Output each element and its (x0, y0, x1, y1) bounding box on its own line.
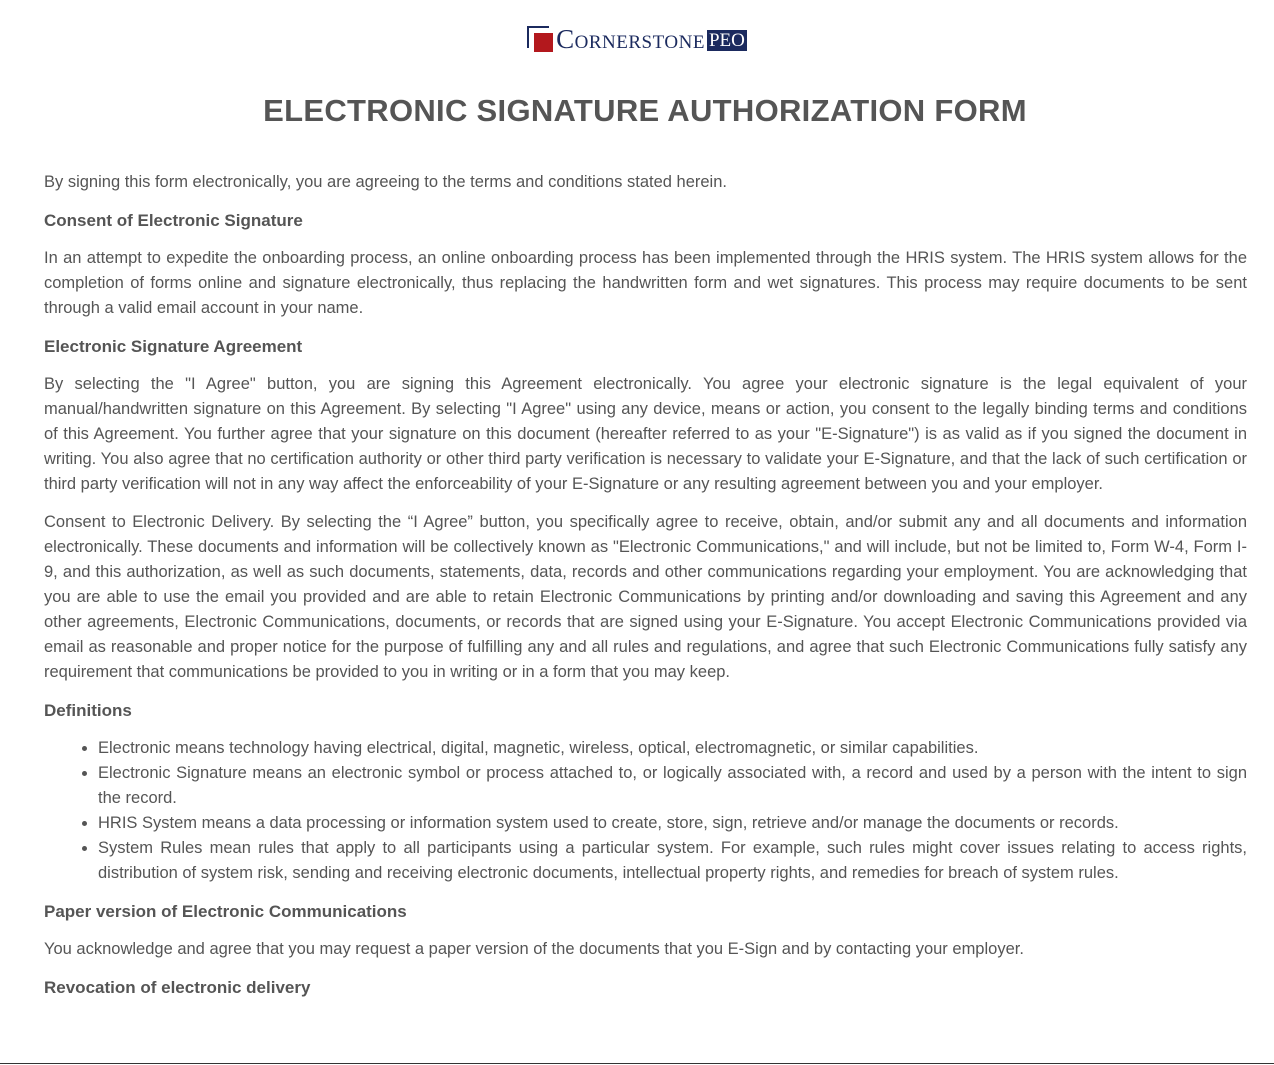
paper-version-heading: Paper version of Electronic Communications (44, 902, 407, 921)
page-title: ELECTRONIC SIGNATURE AUTHORIZATION FORM (263, 93, 1027, 128)
agreement-paragraph: By selecting the "I Agree" button, you are signing this Agreement electronically. You agree your electronic signature is the legal equivalent of your manual/handwritten signature on this Agreement. By selecting "I Agree" using any device, means or action, you consent to the legally binding terms and conditions of this Agreement. You further agree that your signature on this document (hereafter referred to as your "E-Signature") is as valid as if you signed the document in writing. You also agree that no certification authority or other third party verification is necessary to validate your E-Signature, and that the lack of such certification or third party verification will not in any way affect the enforceability of your E-Signature or any resulting agreement between you and your employer. (44, 375, 1247, 493)
consent-paragraph: In an attempt to expedite the onboarding process, an online onboarding process has been implemented through the HRIS system. The HRIS system allows for the completion of forms online and signature electronically, thus replacing the handwritten form and wet signatures. This process may require documents to be sent through a valid email account in your name. (44, 249, 1247, 317)
definitions-list (44, 736, 1247, 886)
definitions-heading: Definitions (44, 701, 132, 720)
logo-suffix: PEO (708, 30, 745, 51)
definition-item: • System Rules mean rules that apply to all participants using a particular system. For example, such rules might cover issues relating to access rights, distribution of system risk, sending and receiving electronic documents, intellectual property rights, and remedies for breach of system rules. (98, 836, 1247, 886)
revocation-heading: Revocation of electronic delivery (44, 978, 311, 997)
document-body (44, 170, 1247, 1013)
paper-version-paragraph: You acknowledge and agree that you may request a paper version of the documents that you E-Sign and by contacting your employer. (44, 940, 1024, 958)
definition-item: • Electronic means technology having electrical, digital, magnetic, wireless, optical, electromagnetic, or similar capabilities. (98, 736, 1247, 761)
definition-item: • Electronic Signature means an electronic symbol or process attached to, or logically associated with, a record and used by a person with the intent to sign the record. (98, 761, 1247, 811)
definition-item: • HRIS System means a data processing or information system used to create, store, sign, retrieve and/or manage the documents or records. (98, 811, 1247, 836)
company-logo (0, 24, 1274, 54)
delivery-consent-paragraph: Consent to Electronic Delivery. By selecting the “I Agree” button, you specifically agree to receive, obtain, and/or submit any and all documents and information electronically. These documents and information will be collectively known as "Electronic Communications," and will include, but not be limited to, Form W-4, Form I-9, and this authorization, as well as such documents, statements, data, records and other communications regarding your employment. You are acknowledging that you are able to use the email you provided and are able to retain Electronic Communications by printing and/or downloading and saving this Agreement and any other agreements, Electronic Communications, documents, or records that are signed using your E-Signature. You accept Electronic Communications provided via email as reasonable and proper notice for the purpose of fulfilling any and all rules and regulations, and agree that such Electronic Communications fully satisfy any requirement that communications be provided to you in writing or in a form that you may keep. (44, 513, 1247, 681)
logo-name: Cornerstone (556, 24, 705, 54)
consent-heading: Consent of Electronic Signature (44, 211, 303, 230)
agreement-heading: Electronic Signature Agreement (44, 337, 303, 356)
intro-paragraph: By signing this form electronically, you are agreeing to the terms and conditions stated herein. (44, 173, 727, 191)
logo-mark-icon (527, 26, 553, 52)
